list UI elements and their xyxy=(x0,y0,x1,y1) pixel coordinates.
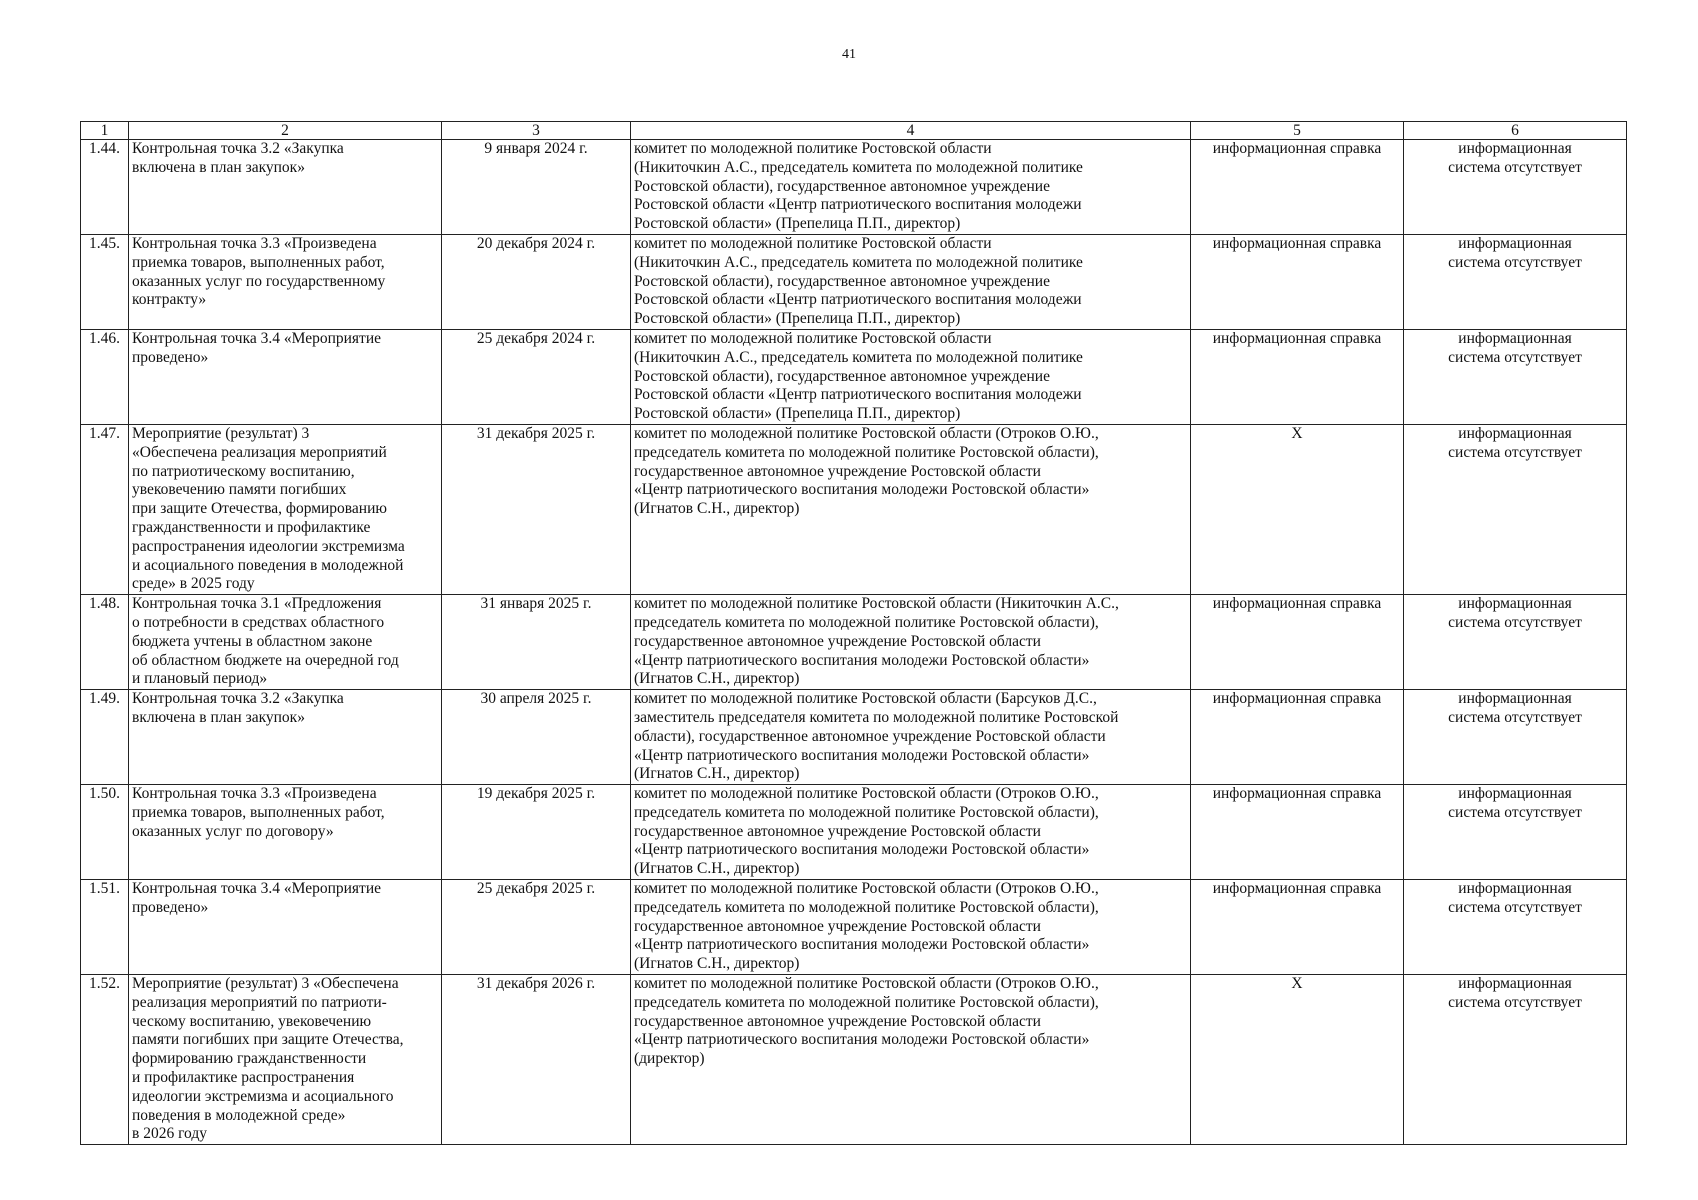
confirmation-document: Х xyxy=(1191,424,1404,594)
event-name: Контрольная точка 3.1 «Предложения о потребности в средствах областного бюджета учтены в областном законе об областном бюджете на очередной год и плановый период» xyxy=(129,595,442,690)
row-number: 1.52. xyxy=(81,975,129,1145)
column-header: 2 xyxy=(129,122,442,140)
responsible-party: комитет по молодежной политике Ростовской области (Никиточкин А.С., председатель комитета по молодежной политике Ростовской области), государственное автономное учреждение Ростовской области «Центр патриотического воспитания молодежи Ростовской области» (Препелица П.П., директор) xyxy=(631,329,1191,424)
control-points-table xyxy=(80,121,1627,1145)
deadline-date: 30 апреля 2025 г. xyxy=(442,690,631,785)
page-number: 41 xyxy=(842,47,856,62)
information-system: информационная система отсутствует xyxy=(1404,690,1627,785)
deadline-date: 20 декабря 2024 г. xyxy=(442,234,631,329)
row-number: 1.51. xyxy=(81,880,129,975)
confirmation-document: информационная справка xyxy=(1191,880,1404,975)
row-number: 1.49. xyxy=(81,690,129,785)
confirmation-document: информационная справка xyxy=(1191,329,1404,424)
responsible-party: комитет по молодежной политике Ростовской области (Никиточкин А.С., председатель комитета по молодежной политике Ростовской области), государственное автономное учреждение Ростовской области «Центр патриотического воспитания молодежи Ростовской области» (Игнатов С.Н., директор) xyxy=(631,595,1191,690)
confirmation-document: информационная справка xyxy=(1191,785,1404,880)
deadline-date: 31 декабря 2026 г. xyxy=(442,975,631,1145)
table-row xyxy=(81,785,1627,880)
event-name: Контрольная точка 3.2 «Закупка включена в план закупок» xyxy=(129,690,442,785)
deadline-date: 9 января 2024 г. xyxy=(442,140,631,235)
event-name: Контрольная точка 3.3 «Произведена приемка товаров, выполненных работ, оказанных услуг по договору» xyxy=(129,785,442,880)
confirmation-document: информационная справка xyxy=(1191,234,1404,329)
table-row xyxy=(81,595,1627,690)
responsible-party: комитет по молодежной политике Ростовской области (Отроков О.Ю., председатель комитета по молодежной политике Ростовской области), государственное автономное учреждение Ростовской области «Центр патриотического воспитания молодежи Ростовской области» (Игнатов С.Н., директор) xyxy=(631,880,1191,975)
event-name: Контрольная точка 3.4 «Мероприятие проведено» xyxy=(129,880,442,975)
information-system: информационная система отсутствует xyxy=(1404,785,1627,880)
table-row xyxy=(81,975,1627,1145)
table-row xyxy=(81,140,1627,235)
event-name: Мероприятие (результат) 3 «Обеспечена реализация мероприятий по патриотическому воспитанию, увековечению памяти погибших при защите Отечества, формированию гражданственности и профилактике распространения идеологии экстремизма и асоциального поведения в молодежной среде» в 2025 году xyxy=(129,424,442,594)
event-name: Контрольная точка 3.3 «Произведена приемка товаров, выполненных работ, оказанных услуг по государственному контракту» xyxy=(129,234,442,329)
table-row xyxy=(81,329,1627,424)
header-row xyxy=(81,122,1627,140)
information-system: информационная система отсутствует xyxy=(1404,880,1627,975)
deadline-date: 25 декабря 2025 г. xyxy=(442,880,631,975)
information-system: информационная система отсутствует xyxy=(1404,975,1627,1145)
responsible-party: комитет по молодежной политике Ростовской области (Отроков О.Ю., председатель комитета по молодежной политике Ростовской области), государственное автономное учреждение Ростовской области «Центр патриотического воспитания молодежи Ростовской области» (Игнатов С.Н., директор) xyxy=(631,424,1191,594)
row-number: 1.45. xyxy=(81,234,129,329)
confirmation-document: информационная справка xyxy=(1191,690,1404,785)
event-name: Контрольная точка 3.4 «Мероприятие проведено» xyxy=(129,329,442,424)
table-row xyxy=(81,690,1627,785)
confirmation-document: информационная справка xyxy=(1191,595,1404,690)
responsible-party: комитет по молодежной политике Ростовской области (Отроков О.Ю., председатель комитета по молодежной политике Ростовской области), государственное автономное учреждение Ростовской области «Центр патриотического воспитания молодежи Ростовской области» (Игнатов С.Н., директор) xyxy=(631,785,1191,880)
row-number: 1.44. xyxy=(81,140,129,235)
confirmation-document: Х xyxy=(1191,975,1404,1145)
table-row xyxy=(81,424,1627,594)
responsible-party: комитет по молодежной политике Ростовской области (Отроков О.Ю., председатель комитета по молодежной политике Ростовской области), государственное автономное учреждение Ростовской области «Центр патриотического воспитания молодежи Ростовской области» (директор) xyxy=(631,975,1191,1145)
deadline-date: 31 января 2025 г. xyxy=(442,595,631,690)
column-header: 4 xyxy=(631,122,1191,140)
column-header: 1 xyxy=(81,122,129,140)
row-number: 1.50. xyxy=(81,785,129,880)
information-system: информационная система отсутствует xyxy=(1404,424,1627,594)
information-system: информационная система отсутствует xyxy=(1404,329,1627,424)
table-row xyxy=(81,880,1627,975)
event-name: Мероприятие (результат) 3 «Обеспечена реализация мероприятий по патриоти- ческому воспитанию, увековечению памяти погибших при защите Отечества, формированию гражданственности и профилактике распространения идеологии экстремизма и асоциального поведения в молодежной среде» в 2026 году xyxy=(129,975,442,1145)
deadline-date: 19 декабря 2025 г. xyxy=(442,785,631,880)
deadline-date: 31 декабря 2025 г. xyxy=(442,424,631,594)
event-name: Контрольная точка 3.2 «Закупка включена в план закупок» xyxy=(129,140,442,235)
row-number: 1.46. xyxy=(81,329,129,424)
responsible-party: комитет по молодежной политике Ростовской области (Барсуков Д.С., заместитель председателя комитета по молодежной политике Ростовской области), государственное автономное учреждение Ростовской области «Центр патриотического воспитания молодежи Ростовской области» (Игнатов С.Н., директор) xyxy=(631,690,1191,785)
row-number: 1.48. xyxy=(81,595,129,690)
responsible-party: комитет по молодежной политике Ростовской области (Никиточкин А.С., председатель комитета по молодежной политике Ростовской области), государственное автономное учреждение Ростовской области «Центр патриотического воспитания молодежи Ростовской области» (Препелица П.П., директор) xyxy=(631,234,1191,329)
deadline-date: 25 декабря 2024 г. xyxy=(442,329,631,424)
row-number: 1.47. xyxy=(81,424,129,594)
information-system: информационная система отсутствует xyxy=(1404,234,1627,329)
column-header: 6 xyxy=(1404,122,1627,140)
table-row xyxy=(81,234,1627,329)
responsible-party: комитет по молодежной политике Ростовской области (Никиточкин А.С., председатель комитета по молодежной политике Ростовской области), государственное автономное учреждение Ростовской области «Центр патриотического воспитания молодежи Ростовской области» (Препелица П.П., директор) xyxy=(631,140,1191,235)
confirmation-document: информационная справка xyxy=(1191,140,1404,235)
column-header: 3 xyxy=(442,122,631,140)
information-system: информационная система отсутствует xyxy=(1404,595,1627,690)
information-system: информационная система отсутствует xyxy=(1404,140,1627,235)
column-header: 5 xyxy=(1191,122,1404,140)
